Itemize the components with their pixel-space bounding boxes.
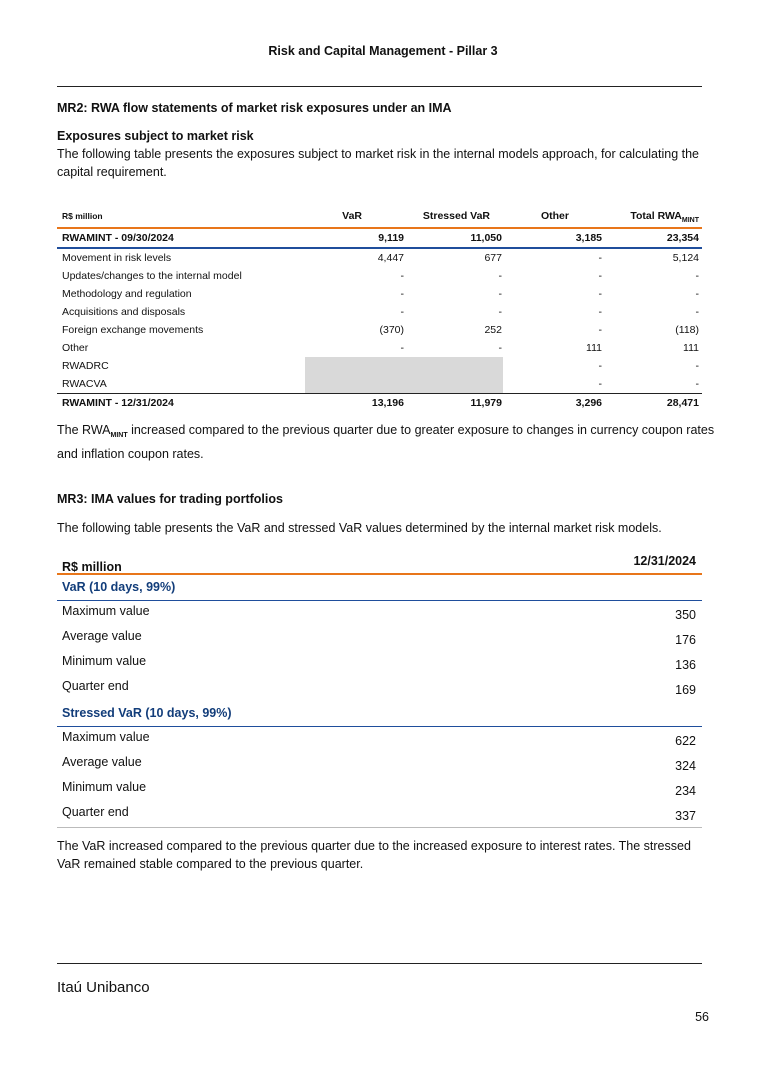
row-label: Updates/changes to the internal model bbox=[62, 270, 242, 282]
mr3-svar-section bbox=[57, 701, 702, 726]
row-value-svar: 11,979 bbox=[470, 397, 502, 409]
row-value-var: 9,119 bbox=[378, 232, 404, 244]
row-value-total: (118) bbox=[675, 324, 699, 336]
row-value-other: - bbox=[598, 324, 602, 336]
row-label: Minimum value bbox=[62, 654, 147, 668]
mr2-table-body bbox=[57, 229, 702, 412]
row-value: 176 bbox=[675, 633, 696, 647]
mr3-table-header bbox=[57, 554, 702, 573]
mr2-table-header bbox=[57, 207, 702, 227]
row-value-var: - bbox=[400, 306, 404, 318]
table-row bbox=[57, 802, 702, 827]
table-row bbox=[57, 339, 702, 357]
row-value-svar: 252 bbox=[484, 324, 502, 336]
row-value-total: 28,471 bbox=[666, 397, 699, 409]
mr3-note: The VaR increased compared to the previous quarter due to the increased exposure to interest rates. The stressed VaR remained stable compared to the previous quarter. bbox=[57, 839, 691, 871]
mr2-col-svar: Stressed VaR bbox=[422, 210, 490, 222]
row-label: Quarter end bbox=[62, 679, 129, 693]
row-value-var: - bbox=[400, 342, 404, 354]
mr3-var-section-label: VaR (10 days, 99%) bbox=[62, 580, 176, 594]
row-label: Movement in risk levels bbox=[62, 252, 172, 264]
row-value-var: (370) bbox=[379, 324, 404, 336]
table-row bbox=[57, 626, 702, 651]
table-row bbox=[57, 375, 702, 393]
mr2-col-label: R$ million bbox=[62, 211, 103, 221]
row-value-total: - bbox=[695, 288, 699, 300]
table-row bbox=[57, 727, 702, 752]
table-row bbox=[57, 303, 702, 321]
table-row bbox=[57, 249, 702, 267]
mr2-col-var: VaR bbox=[342, 210, 362, 222]
row-value-total: - bbox=[695, 360, 699, 372]
row-value-svar: 677 bbox=[484, 252, 502, 264]
row-label: RWACVA bbox=[62, 378, 107, 390]
row-value-var: - bbox=[400, 270, 404, 282]
footer-divider bbox=[57, 963, 702, 964]
mr2-col-other: Other bbox=[540, 210, 569, 222]
row-value-other: 3,185 bbox=[575, 232, 602, 244]
mr2-note bbox=[57, 421, 717, 463]
row-value-svar: - bbox=[498, 288, 502, 300]
mr3-var-section bbox=[57, 575, 702, 600]
table-row bbox=[57, 777, 702, 802]
mr3-var-rows bbox=[57, 601, 702, 701]
row-value-total: - bbox=[695, 378, 699, 390]
table-row bbox=[57, 752, 702, 777]
mr2-col-total-prefix: Total RWA bbox=[630, 210, 682, 222]
row-value-total: 23,354 bbox=[666, 232, 699, 244]
mr2-col-total bbox=[630, 207, 699, 225]
table-row bbox=[57, 321, 702, 339]
row-value: 234 bbox=[675, 784, 696, 798]
header-divider bbox=[57, 86, 702, 87]
table-row bbox=[57, 229, 702, 247]
row-label: Quarter end bbox=[62, 805, 129, 819]
row-value: 350 bbox=[675, 608, 696, 622]
row-value-svar: - bbox=[498, 270, 502, 282]
mr3-title: MR3: IMA values for trading portfolios bbox=[57, 492, 283, 506]
row-value: 324 bbox=[675, 759, 696, 773]
table-row bbox=[57, 357, 702, 375]
row-value: 136 bbox=[675, 658, 696, 672]
mr2-title: MR2: RWA flow statements of market risk exposures under an IMA bbox=[57, 101, 452, 115]
row-label: RWAMINT - 09/30/2024 bbox=[62, 232, 174, 244]
mr2-intro: The following table presents the exposures subject to market risk in the internal models approach, for calculating the capital requirement. bbox=[57, 147, 700, 179]
row-label: Other bbox=[62, 342, 89, 354]
table-row bbox=[57, 394, 702, 412]
table-row bbox=[57, 285, 702, 303]
mr3-svar-section-label: Stressed VaR (10 days, 99%) bbox=[62, 706, 232, 720]
row-value-svar: - bbox=[498, 342, 502, 354]
mr3-bottom-rule bbox=[57, 827, 702, 828]
mr3-svar-rows bbox=[57, 727, 702, 827]
mr2-note-rest: increased compared to the previous quarter due to greater exposure to changes in currency coupon rates and inflation coupon rates. bbox=[57, 423, 715, 461]
mr3-col-label: R$ million bbox=[62, 560, 122, 574]
row-value-total: 111 bbox=[683, 342, 699, 354]
row-value: 337 bbox=[675, 809, 696, 823]
mr3-table bbox=[57, 554, 702, 828]
row-value: 169 bbox=[675, 683, 696, 697]
row-value-var: 13,196 bbox=[371, 397, 404, 409]
table-row bbox=[57, 267, 702, 285]
not-applicable-cell bbox=[305, 375, 503, 393]
mr2-col-total-sub: MINT bbox=[681, 217, 699, 224]
table-row bbox=[57, 651, 702, 676]
row-value-other: - bbox=[598, 252, 602, 264]
row-label: RWAMINT - 12/31/2024 bbox=[62, 397, 174, 409]
mr2-table bbox=[57, 207, 702, 412]
row-value-other: - bbox=[598, 378, 602, 390]
mr3-intro: The following table presents the VaR and stressed VaR values determined by the internal market risk models. bbox=[57, 521, 662, 535]
row-label: Average value bbox=[62, 629, 142, 643]
row-value-svar: 11,050 bbox=[470, 232, 502, 244]
row-label: Foreign exchange movements bbox=[62, 324, 204, 336]
row-value-svar: - bbox=[498, 306, 502, 318]
row-label: Acquisitions and disposals bbox=[62, 306, 186, 318]
mr2-note-prefix: The RWA bbox=[57, 423, 111, 437]
row-value-var: 4,447 bbox=[377, 252, 404, 264]
mr2-note-sub: MINT bbox=[110, 432, 128, 439]
row-value-total: - bbox=[695, 270, 699, 282]
row-value: 622 bbox=[675, 734, 696, 748]
row-value-other: - bbox=[598, 270, 602, 282]
row-label: Methodology and regulation bbox=[62, 288, 192, 300]
row-value-total: - bbox=[695, 306, 699, 318]
row-value-other: - bbox=[598, 288, 602, 300]
row-value-other: - bbox=[598, 360, 602, 372]
not-applicable-cell bbox=[305, 357, 503, 375]
footer-brand: Itaú Unibanco bbox=[57, 979, 150, 996]
table-row bbox=[57, 601, 702, 626]
row-label: Maximum value bbox=[62, 604, 150, 618]
mr3-col-date: 12/31/2024 bbox=[633, 554, 696, 568]
page-number: 56 bbox=[695, 1010, 709, 1024]
row-label: Maximum value bbox=[62, 730, 150, 744]
row-value-total: 5,124 bbox=[672, 252, 699, 264]
mr2-subtitle: Exposures subject to market risk bbox=[57, 129, 254, 143]
row-label: Minimum value bbox=[62, 780, 147, 794]
page-header-title: Risk and Capital Management - Pillar 3 bbox=[268, 44, 498, 58]
row-value-other: - bbox=[598, 306, 602, 318]
row-value-other: 3,296 bbox=[575, 397, 602, 409]
row-label: RWADRC bbox=[62, 360, 109, 372]
table-row bbox=[57, 676, 702, 701]
row-value-other: 111 bbox=[586, 342, 602, 354]
row-value-var: - bbox=[400, 288, 404, 300]
row-label: Average value bbox=[62, 755, 142, 769]
